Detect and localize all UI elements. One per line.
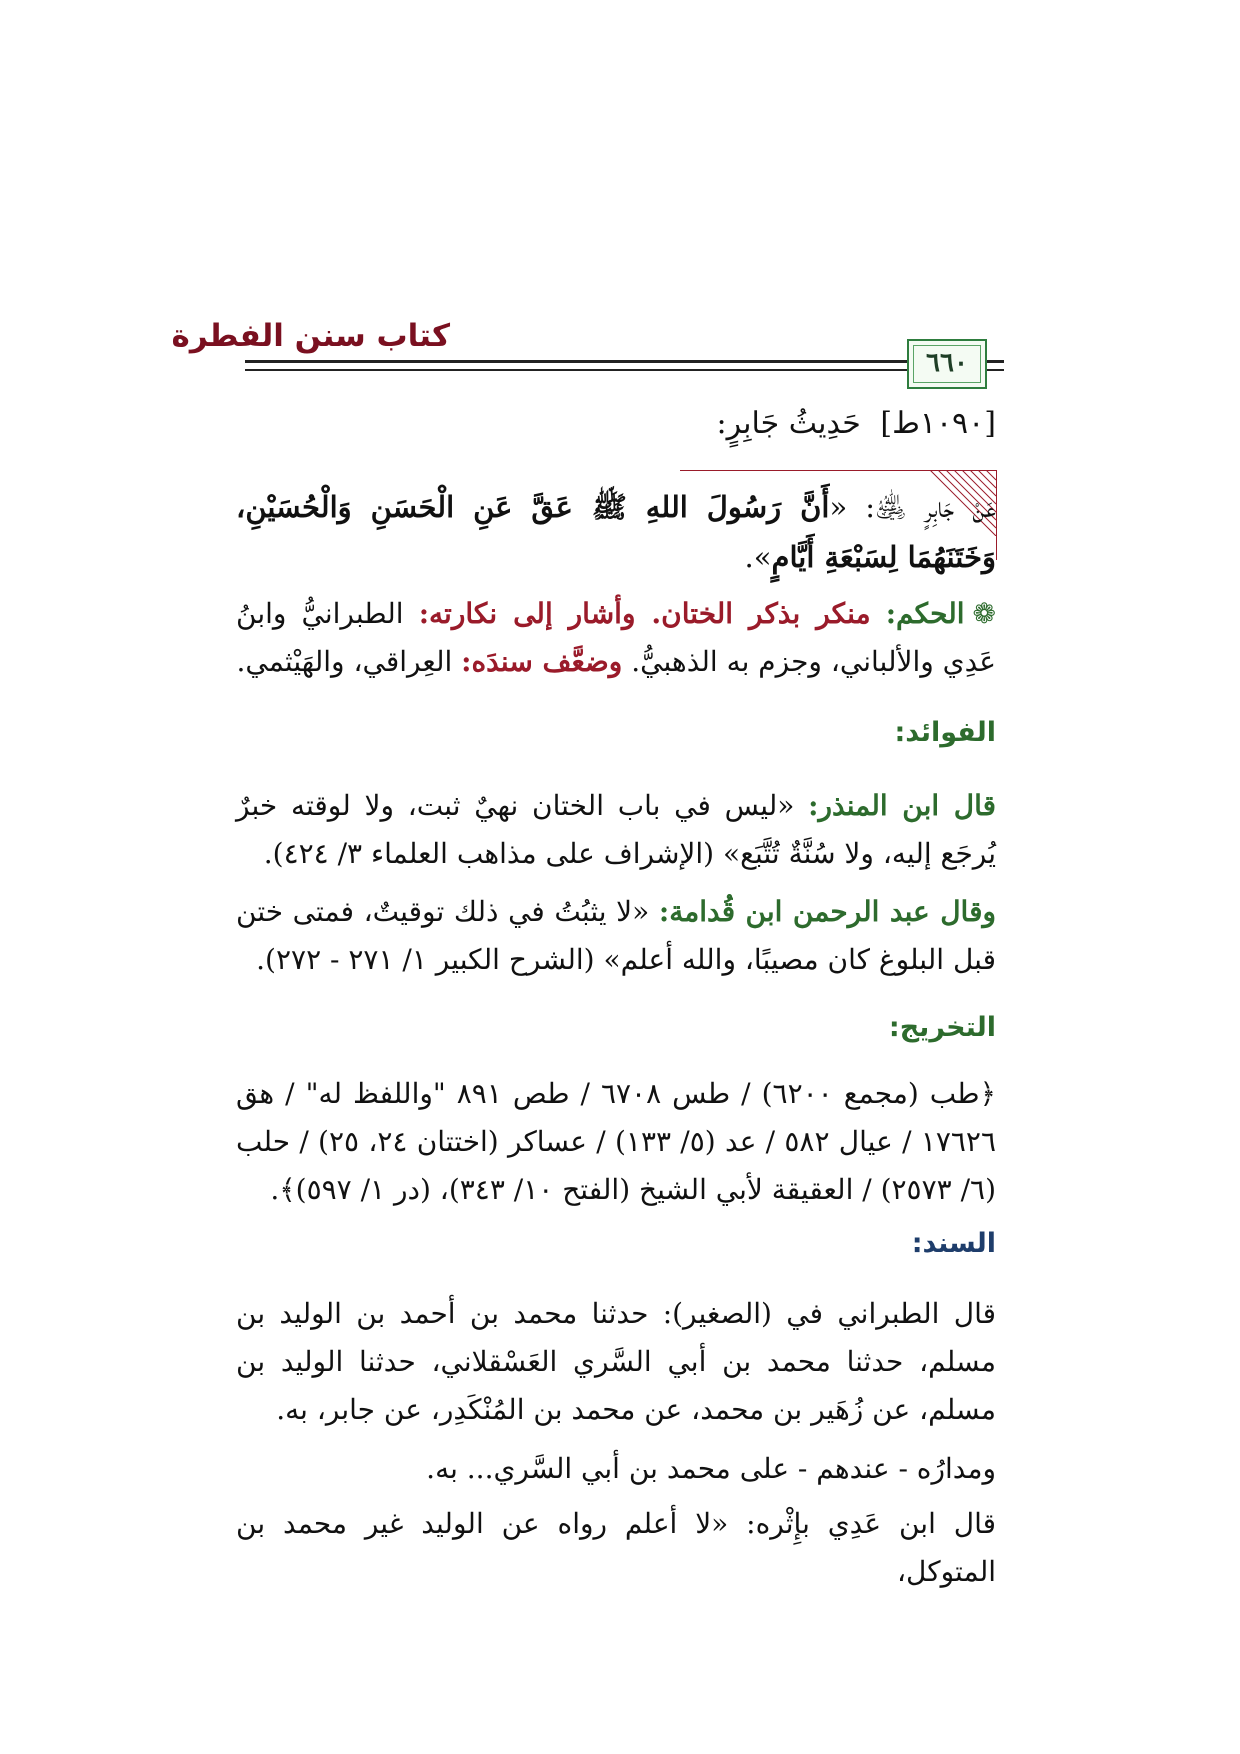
- benefit-2-label: وقال عبد الرحمن ابن قُدامة:: [658, 895, 996, 928]
- ruling-verdict: منكر بذكر الختان. وأشار إلى نكارته:: [418, 597, 871, 630]
- benefit-1-text: «ليس في باب الختان نهيٌ ثبت، ولا لوقته خبرٌ يُرجَع إليه، ولا سُنَّةٌ تُتَّبَع» (الإشراف على مذاهب العلماء ٣/ ٤٢٤).: [236, 789, 996, 870]
- benefit-2-text: «لا يثبُتُ في ذلك توقيتٌ، فمتى ختن قبل البلوغ كان مصيبًا، والله أعلم» (الشرح الكبير ١/ ٢٧١ - ٢٧٢).: [236, 895, 996, 976]
- benefit-1-label: قال ابن المنذر:: [808, 789, 996, 822]
- ruling-label: الحكم:: [885, 597, 965, 630]
- benefits-heading: الفوائد:: [894, 717, 996, 748]
- hadith-title: حَدِيثُ جَابِرٍ:: [716, 406, 861, 441]
- book-title: كتاب سنن الفطرة: [171, 318, 450, 354]
- header-rule-bottom: [245, 369, 907, 371]
- header-rule-right-bottom: [987, 369, 1004, 371]
- ruling-weakened-label: وضعَّف سندَه:: [461, 645, 623, 678]
- page-number-badge: [907, 339, 987, 389]
- hadith-heading: [236, 402, 996, 446]
- frame-side-line: [996, 470, 997, 560]
- hadith-text: [236, 482, 996, 582]
- sanad-paragraph-3: قال ابن عَدِي بإِثْره: «لا أعلم رواه عن الوليد غير محمد بن المتوكل،: [236, 1507, 996, 1588]
- ruling-paragraph: [236, 590, 996, 686]
- sanad-paragraph-1: قال الطبراني في (الصغير): حدثنا محمد بن أحمد بن الوليد بن مسلم، حدثنا محمد بن أبي السَّري العَسْقلاني، حدثنا الوليد بن مسلم، عن زُهَير بن محمد، عن محمد بن المُنْكَدِر، عن جابر، به.: [236, 1297, 996, 1426]
- hadith-intro: عَنْ جَابِرٍ ﵁: «: [829, 490, 996, 524]
- page-number: ٦٦٠: [926, 348, 968, 378]
- benefit-1: [236, 782, 996, 878]
- takhrij-text: ﴿طب (مجمع ٦٢٠٠) / طس ٦٧٠٨ / طص ٨٩١ "واللفظ له" / هق ١٧٦٢٦ / عيال ٥٨٢ / عد (٥/ ١٣٣) / عساكر (اختتان ٢٤، ٢٥) / حلب (٦/ ٢٥٧٣) / العقيقة لأبي الشيخ (الفتح ١٠/ ٣٤٣)، (در ١/ ٥٩٧)﴾.: [236, 1077, 997, 1206]
- ruling-weakened-by: العِراقي، والهَيْثمي.: [236, 645, 453, 678]
- hadith-matn: أَنَّ رَسُولَ اللهِ ﷺ عَقَّ عَنِ الْحَسَنِ وَالْحُسَيْنِ، وَخَتَنَهُمَا لِسَبْعَةِ أَيَّامٍ: [236, 490, 996, 574]
- flower-ornament-icon: ❁: [972, 597, 996, 630]
- header-rule-top: [245, 360, 907, 363]
- benefit-2: [236, 888, 996, 984]
- header-rule-right-top: [987, 360, 1004, 363]
- takhrij-heading: التخريج:: [888, 1012, 996, 1043]
- hadith-number: [١٠٩٠ط]: [880, 406, 996, 441]
- sanad-heading: السند:: [911, 1228, 996, 1259]
- sanad-paragraph-2: ومدارُه - عندهم - على محمد بن أبي السَّري... به.: [426, 1452, 996, 1485]
- ruling-scholars: الطبرانيُّ وابنُ عَدِي والألباني، وجزم به الذهبيُّ.: [236, 597, 996, 678]
- hadith-closing: ».: [744, 540, 772, 574]
